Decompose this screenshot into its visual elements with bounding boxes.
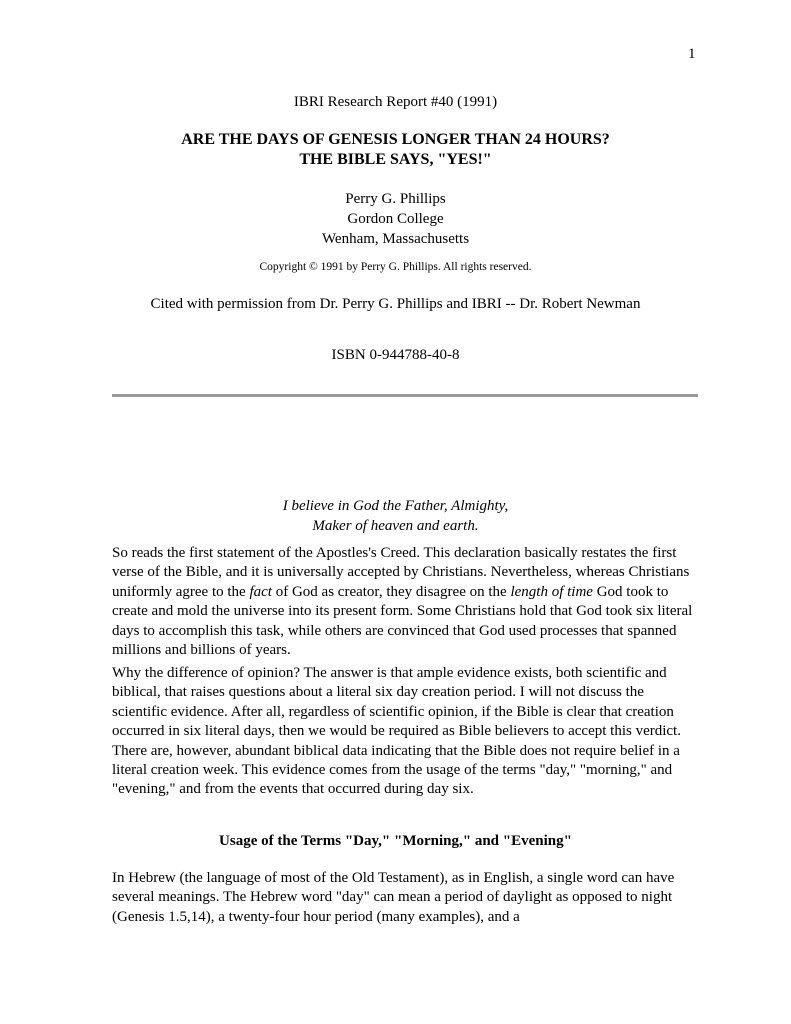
- paragraph-1-part-3: God took to create and mold the universe into its present form. Some Christians hold that God took six literal days to accomplish this task, while others are convinced that God used processes that spanned millions and billions of years.: [112, 583, 693, 659]
- paragraph-1-part-2: of God as creator, they disagree on the: [271, 583, 511, 600]
- section-heading: Usage of the Terms "Day," "Morning," and "Evening": [219, 833, 572, 849]
- title-line-1: ARE THE DAYS OF GENESIS LONGER THAN 24 HOURS?: [181, 131, 610, 148]
- creed-line-1: I believe in God the Father, Almighty,: [282, 498, 509, 514]
- emphasis-fact: fact: [249, 583, 272, 600]
- report-line: IBRI Research Report #40 (1991): [293, 94, 498, 110]
- citation-permission: Cited with permission from Dr. Perry G. Phillips and IBRI -- Dr. Robert Newman: [150, 296, 641, 312]
- paragraph-3: In Hebrew (the language of most of the Old Testament), as in English, a single word can have several meanings. The Hebrew word "day" can mean a period of daylight as opposed to night (Genesis 1.5,14), a twenty-four hour period (many examples), and a: [112, 870, 675, 925]
- creed-line-2: Maker of heaven and earth.: [312, 518, 479, 534]
- author-location: Wenham, Massachusetts: [321, 231, 470, 247]
- copyright-notice: Copyright © 1991 by Perry G. Phillips. All rights reserved.: [259, 261, 532, 273]
- paragraph-2: Why the difference of opinion? The answer is that ample evidence exists, both scientific and biblical, that raises questions about a literal six day creation period. I will not discuss the scientific evidence. After all, regardless of scientific opinion, if the Bible is clear that creation occurred in six literal days, then we would be required as Bible believers to accept this verdict. There are, however, abundant biblical data indicating that the Bible does not require belief in a literal creation week. This evidence comes from the usage of the terms "day," "morning," and "evening," and from the events that occurred during day six.: [112, 665, 681, 798]
- paragraph-1-part-1: So reads the first statement of the Apostles's Creed. This declaration basically restates the first verse of the Bible, and it is universally accepted by Christians. Nevertheless, whereas Christians uniformly agree to the: [112, 545, 690, 600]
- author-block: [0, 189, 791, 249]
- horizontal-divider: [112, 394, 698, 397]
- page-title: [0, 130, 791, 170]
- author-name: Perry G. Phillips: [345, 191, 446, 207]
- emphasis-length-of-time: length of time: [510, 583, 593, 600]
- paragraph-1: [112, 544, 702, 660]
- author-institution: Gordon College: [347, 211, 444, 227]
- page-number: 1: [688, 46, 696, 62]
- creed-quote: [0, 496, 791, 536]
- isbn: ISBN 0-944788-40-8: [331, 347, 460, 363]
- title-line-2: THE BIBLE SAYS, "YES!": [299, 151, 492, 168]
